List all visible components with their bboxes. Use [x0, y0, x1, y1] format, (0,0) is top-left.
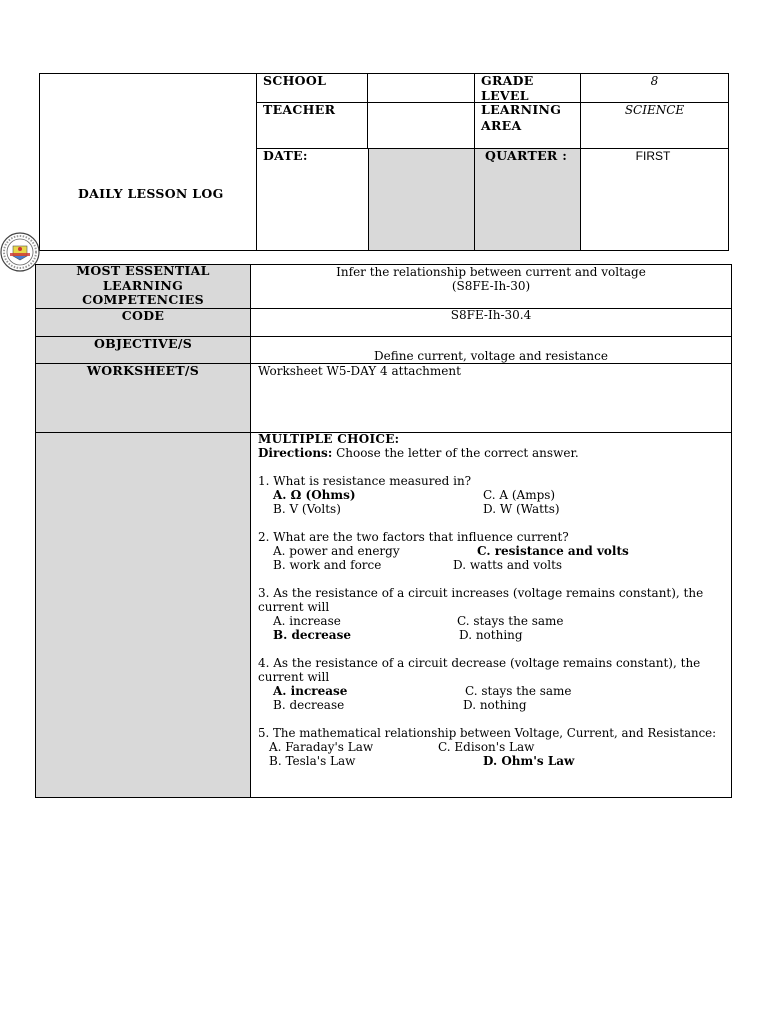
q5-option-b[interactable]: B. Tesla's Law	[269, 754, 356, 768]
question-1: 1. What is resistance measured in?	[258, 474, 472, 488]
q3-option-c[interactable]: C. stays the same	[457, 614, 564, 628]
area-label: LEARNING AREA	[481, 102, 562, 133]
q5-option-c[interactable]: C. Edison's Law	[438, 740, 535, 754]
objective-label: OBJECTIVE/S	[93, 336, 193, 351]
q4-option-c[interactable]: C. stays the same	[465, 684, 572, 698]
quiz-directions	[258, 446, 579, 460]
q1-option-a[interactable]: A. Ω (Ohms)	[273, 488, 356, 502]
seal-icon	[0, 232, 40, 272]
quarter-label-cell	[474, 148, 581, 251]
q4-option-b[interactable]: B. decrease	[273, 698, 345, 712]
q4-option-a[interactable]: A. increase	[273, 684, 348, 698]
code-label: CODE	[121, 308, 165, 323]
q3-option-a[interactable]: A. increase	[273, 614, 341, 628]
quarter-value-cell	[580, 148, 729, 251]
competencies-label: MOST ESSENTIAL LEARNING COMPETENCIES	[76, 263, 210, 307]
q5-option-d[interactable]: D. Ohm's Law	[483, 754, 575, 768]
date-label-cell	[256, 148, 369, 251]
date-label: DATE:	[263, 148, 308, 163]
area-value: SCIENCE	[624, 103, 685, 117]
quiz-heading: MULTIPLE CHOICE:	[258, 432, 400, 446]
q4-option-d[interactable]: D. nothing	[463, 698, 527, 712]
directions-label: Directions:	[258, 446, 333, 460]
question-4-line2: current will	[258, 670, 330, 684]
teacher-value-cell[interactable]	[367, 102, 475, 149]
q1-option-b[interactable]: B. V (Volts)	[273, 502, 341, 516]
q2-option-d[interactable]: D. watts and volts	[453, 558, 563, 572]
title-cell	[39, 73, 257, 251]
school-value-cell[interactable]	[367, 73, 475, 103]
date-value-cell[interactable]	[368, 148, 475, 251]
quarter-label: QUARTER :	[485, 148, 568, 163]
school-seal-logo	[0, 232, 40, 272]
worksheet-label: WORKSHEET/S	[86, 363, 200, 378]
worksheet-value: Worksheet W5-DAY 4 attachment	[258, 364, 461, 378]
page-title: DAILY LESSON LOG	[78, 186, 224, 201]
question-2: 2. What are the two factors that influence current?	[258, 530, 569, 544]
question-5: 5. The mathematical relationship between Voltage, Current, and Resistance:	[258, 726, 717, 740]
competencies-line2: (S8FE-Ih-30)	[451, 279, 531, 293]
competencies-line1: Infer the relationship between current and voltage	[336, 265, 646, 279]
q1-option-c[interactable]: C. A (Amps)	[483, 488, 556, 502]
q3-option-d[interactable]: D. nothing	[459, 628, 523, 642]
code-value: S8FE-Ih-30.4	[450, 308, 532, 322]
question-4-line1: 4. As the resistance of a circuit decrease (voltage remains constant), the	[258, 656, 701, 670]
quarter-value: FIRST	[635, 149, 671, 163]
q2-option-b[interactable]: B. work and force	[273, 558, 382, 572]
school-label: SCHOOL	[263, 73, 327, 88]
grade-value: 8	[650, 74, 659, 88]
quiz-label-cell	[35, 432, 251, 798]
q5-option-a[interactable]: A. Faraday's Law	[269, 740, 374, 754]
q2-option-a[interactable]: A. power and energy	[273, 544, 400, 558]
objective-value: Define current, voltage and resistance	[374, 349, 608, 363]
q3-option-b[interactable]: B. decrease	[273, 628, 351, 642]
teacher-label: TEACHER	[263, 102, 336, 117]
q1-option-d[interactable]: D. W (Watts)	[483, 502, 560, 516]
q2-option-c[interactable]: C. resistance and volts	[477, 544, 629, 558]
grade-label: GRADE LEVEL	[481, 73, 534, 103]
directions-text: Choose the letter of the correct answer.	[332, 446, 579, 460]
question-3-line1: 3. As the resistance of a circuit increases (voltage remains constant), the	[258, 586, 704, 600]
question-3-line2: current will	[258, 600, 330, 614]
